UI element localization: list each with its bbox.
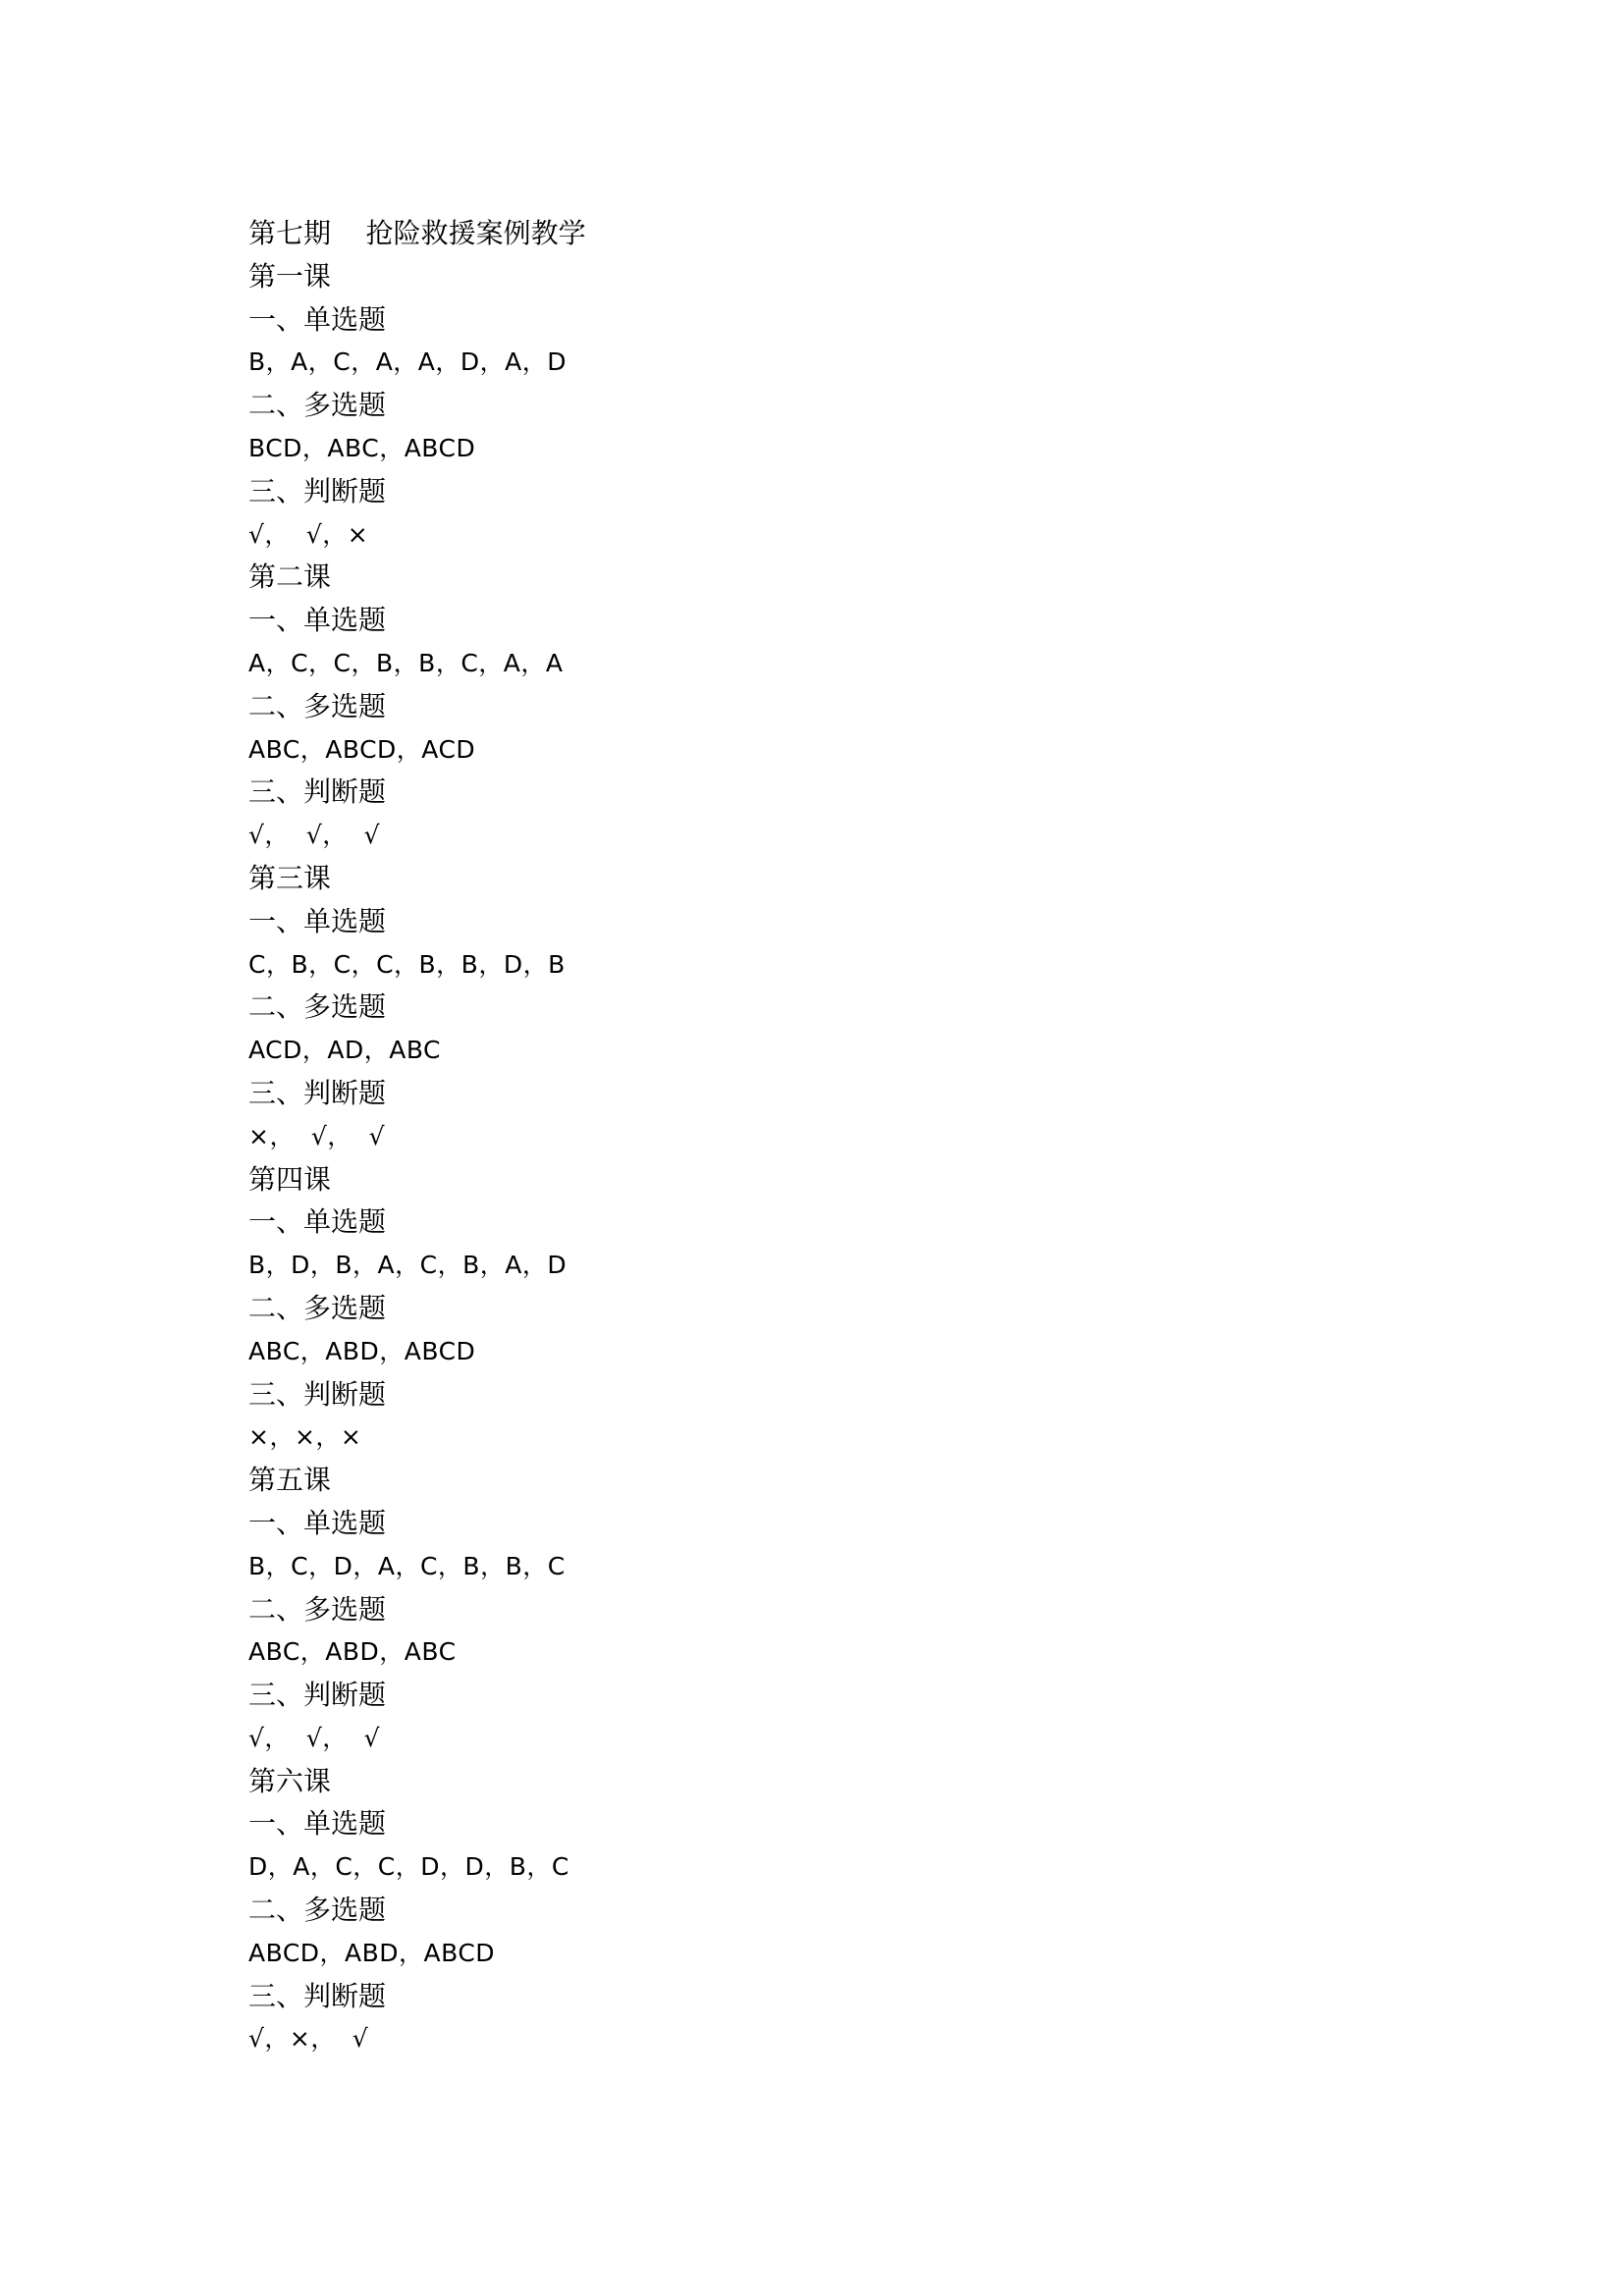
answers-true-false: √， √， √ (248, 1723, 381, 1752)
answers-multiple-choice: ABC，ABD，ABC (248, 1637, 457, 1667)
section-label-single-choice: 一、单选题 (248, 1807, 387, 1841)
answers-multiple-choice: BCD，ABC，ABCD (248, 433, 476, 462)
section-label-single-choice: 一、单选题 (248, 1506, 387, 1539)
answers-single-choice: B，D，B，A，C，B，A，D (248, 1251, 568, 1280)
section-label-true-false: 三、判断题 (248, 1979, 387, 2012)
section-label-multiple-choice: 二、多选题 (248, 1894, 387, 1927)
section-label-true-false: 三、判断题 (248, 1076, 387, 1109)
lesson-heading: 第四课 (248, 1162, 332, 1196)
answers-true-false: √，×， √ (248, 2024, 369, 2054)
section-label-multiple-choice: 二、多选题 (248, 1291, 387, 1324)
section-label-single-choice: 一、单选题 (248, 604, 387, 637)
answers-multiple-choice: ABC，ABCD，ACD (248, 734, 476, 764)
section-label-true-false: 三、判断题 (248, 1377, 387, 1411)
answers-single-choice: A，C，C，B，B，C，A，A (248, 648, 564, 677)
lesson-heading: 第二课 (248, 561, 332, 594)
section-label-multiple-choice: 二、多选题 (248, 689, 387, 722)
section-label-multiple-choice: 二、多选题 (248, 1592, 387, 1626)
lesson-heading: 第一课 (248, 259, 332, 293)
answers-true-false: √， √，× (248, 519, 369, 549)
section-label-true-false: 三、判断题 (248, 474, 387, 507)
answers-multiple-choice: ABC，ABD，ABCD (248, 1336, 476, 1365)
answers-true-false: √， √， √ (248, 821, 381, 850)
answers-multiple-choice: ACD，AD，ABC (248, 1036, 441, 1065)
lesson-heading: 第六课 (248, 1764, 332, 1797)
section-label-true-false: 三、判断题 (248, 775, 387, 809)
section-label-single-choice: 一、单选题 (248, 302, 387, 336)
document-title: 第七期 抢险救援案例教学 (248, 217, 586, 249)
section-label-multiple-choice: 二、多选题 (248, 389, 387, 422)
answers-single-choice: C，B，C，C，B，B，D，B (248, 949, 566, 979)
lesson-heading: 第五课 (248, 1464, 332, 1497)
answers-single-choice: B，A，C，A，A，D，A，D (248, 347, 568, 377)
section-label-single-choice: 一、单选题 (248, 1205, 387, 1239)
answers-single-choice: B，C，D，A，C，B，B，C (248, 1551, 566, 1580)
answers-true-false: ×， √， √ (248, 1121, 386, 1150)
answers-single-choice: D，A，C，C，D，D，B，C (248, 1852, 569, 1882)
section-label-true-false: 三、判断题 (248, 1679, 387, 1712)
section-label-single-choice: 一、单选题 (248, 904, 387, 937)
answers-multiple-choice: ABCD，ABD，ABCD (248, 1938, 496, 1967)
answer-key (248, 212, 1378, 2060)
answers-true-false: ×，×，× (248, 1422, 362, 1452)
lesson-heading: 第三课 (248, 861, 332, 894)
section-label-multiple-choice: 二、多选题 (248, 990, 387, 1024)
